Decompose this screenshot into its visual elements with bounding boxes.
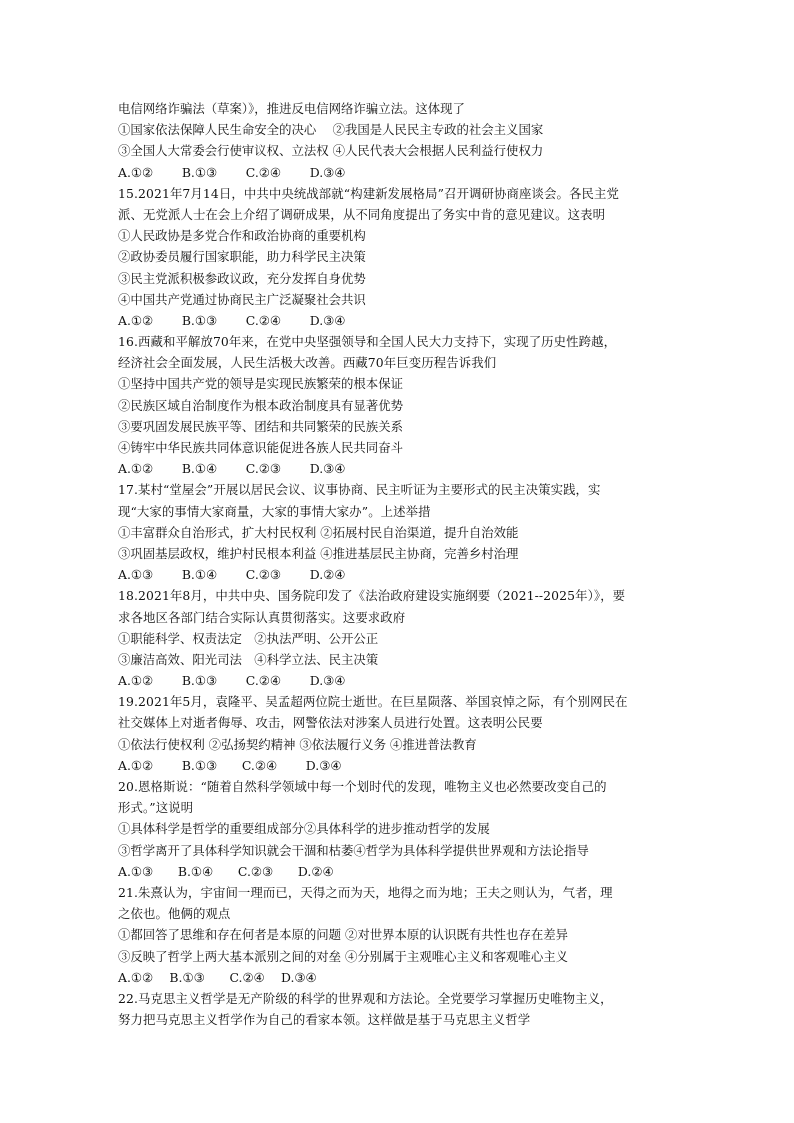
answer-choices: A.①② B.①③ C.②④ D.③④ <box>118 757 342 773</box>
exam-page-text <box>118 98 678 1030</box>
question-text: 形式。”这说明 <box>118 800 194 816</box>
question-text: 现“大家的事情大家商量，大家的事情大家办”。上述举措 <box>118 503 431 519</box>
question-text: 努力把马克思主义哲学作为自己的看家本领。这样做是基于马克思主义哲学 <box>118 1012 531 1028</box>
question-17: 17.某村“堂屋会”开展以居民会议、议事协商、民主听证为主要形式的民主决策实践，实 <box>118 482 601 498</box>
option-line: ①职能科学、权责法定 ②执法严明、公开公正 <box>118 630 379 646</box>
question-text: 之依也。他俩的观点 <box>118 906 231 922</box>
question-text: 求各地区各部门结合实际认真贯彻落实。这要求政府 <box>118 609 406 625</box>
answer-choices: A.①② B.①③ C.②④ D.③④ <box>118 969 317 985</box>
option-line: ①丰富群众自治形式，扩大村民权利 ②拓展村民自治渠道，提升自治效能 <box>118 524 519 540</box>
question-16: 16.西藏和平解放70年来，在党中央坚强领导和全国人民大力支持下，实现了历史性跨越， <box>118 334 617 350</box>
question-text: 派、无党派人士在会上介绍了调研成果，从不同角度提出了务实中肯的意见建议。这表明 <box>118 206 606 222</box>
answer-choices: A.①③ B.①④ C.②③ D.②④ <box>118 567 346 583</box>
option-line: ①国家依法保障人民生命安全的决心 ②我国是人民民主专政的社会主义国家 <box>118 122 544 138</box>
option-line: ①人民政协是多党合作和政治协商的重要机构 <box>118 228 366 244</box>
answer-choices: A.①② B.①④ C.②③ D.③④ <box>118 461 346 477</box>
text-line: 电信网络诈骗法（草案）》，推进反电信网络诈骗立法。这体现了 <box>118 101 465 116</box>
question-20: 20.恩格斯说：“随着自然科学领域中每一个划时代的发现，唯物主义也必然要改变自己的 <box>118 779 607 794</box>
question-21: 21.朱熹认为，宇宙间一理而已，天得之而为天，地得之而为地；王夫之则认为，气者，理 <box>118 884 613 900</box>
option-line: ①依法行使权利 ②弘扬契约精神 ③依法履行义务 ④推进普法教育 <box>118 736 477 752</box>
option-line: ③民主党派积极参政议政，充分发挥自身优势 <box>118 270 366 286</box>
option-line: ④铸牢中华民族共同体意识能促进各族人民共同奋斗 <box>118 440 403 455</box>
option-line: ②政协委员履行国家职能，助力科学民主决策 <box>118 249 366 265</box>
option-line: ①坚持中国共产党的领导是实现民族繁荣的根本保证 <box>118 376 403 392</box>
question-19: 19.2021年5月，袁隆平、吴孟超两位院士逝世。在巨星陨落、举国哀悼之际，有个别网民在 <box>118 694 628 710</box>
answer-choices: A.①② B.①③ C.②④ D.③④ <box>118 164 346 180</box>
option-line: ③全国人大常委会行使审议权、立法权 ④人民代表大会根据人民利益行使权力 <box>118 143 544 159</box>
option-line: ①具体科学是哲学的重要组成部分②具体科学的进步推动哲学的发展 <box>118 821 490 837</box>
option-line: ③要巩固发展民族平等、团结和共同繁荣的民族关系 <box>118 418 403 434</box>
question-text: 社交媒体上对逝者侮辱、攻击，网警依法对涉案人员进行处置。这表明公民要 <box>118 715 543 731</box>
option-line: ④中国共产党通过协商民主广泛凝聚社会共识 <box>118 291 366 307</box>
option-line: ③哲学离开了具体科学知识就会干涸和枯萎④哲学为具体科学提供世界观和方法论指导 <box>118 842 589 858</box>
option-line: ①都回答了思维和存在何者是本原的问题 ②对世界本原的认识既有共性也存在差异 <box>118 927 569 943</box>
question-22: 22.马克思主义哲学是无产阶级的科学的世界观和方法论。全党要学习掌握历史唯物主义， <box>118 990 613 1006</box>
option-line: ③巩固基层政权，维护村民根本利益 ④推进基层民主协商，完善乡村治理 <box>118 545 519 561</box>
option-line: ③反映了哲学上两大基本派别之间的对垒 ④分别属于主观唯心主义和客观唯心主义 <box>118 948 569 964</box>
answer-choices: A.①② B.①③ C.②④ D.③④ <box>118 312 346 328</box>
answer-choices: A.①② B.①③ C.②④ D.③④ <box>118 673 346 689</box>
option-line: ②民族区域自治制度作为根本政治制度具有显著优势 <box>118 397 403 413</box>
option-line: ③廉洁高效、阳光司法 ④科学立法、民主决策 <box>118 651 379 667</box>
question-text: 经济社会全面发展，人民生活极大改善。西藏70年巨变历程告诉我们 <box>118 355 497 371</box>
question-15: 15.2021年7月14日，中共中央统战部就“构建新发展格局”召开调研协商座谈会。各民主党 <box>118 185 619 201</box>
answer-choices: A.①③ B.①④ C.②③ D.②④ <box>118 863 334 879</box>
question-18: 18.2021年8月，中共中央、国务院印发了《法治政府建设实施纲要（2021--2025年）》，要 <box>118 588 626 604</box>
